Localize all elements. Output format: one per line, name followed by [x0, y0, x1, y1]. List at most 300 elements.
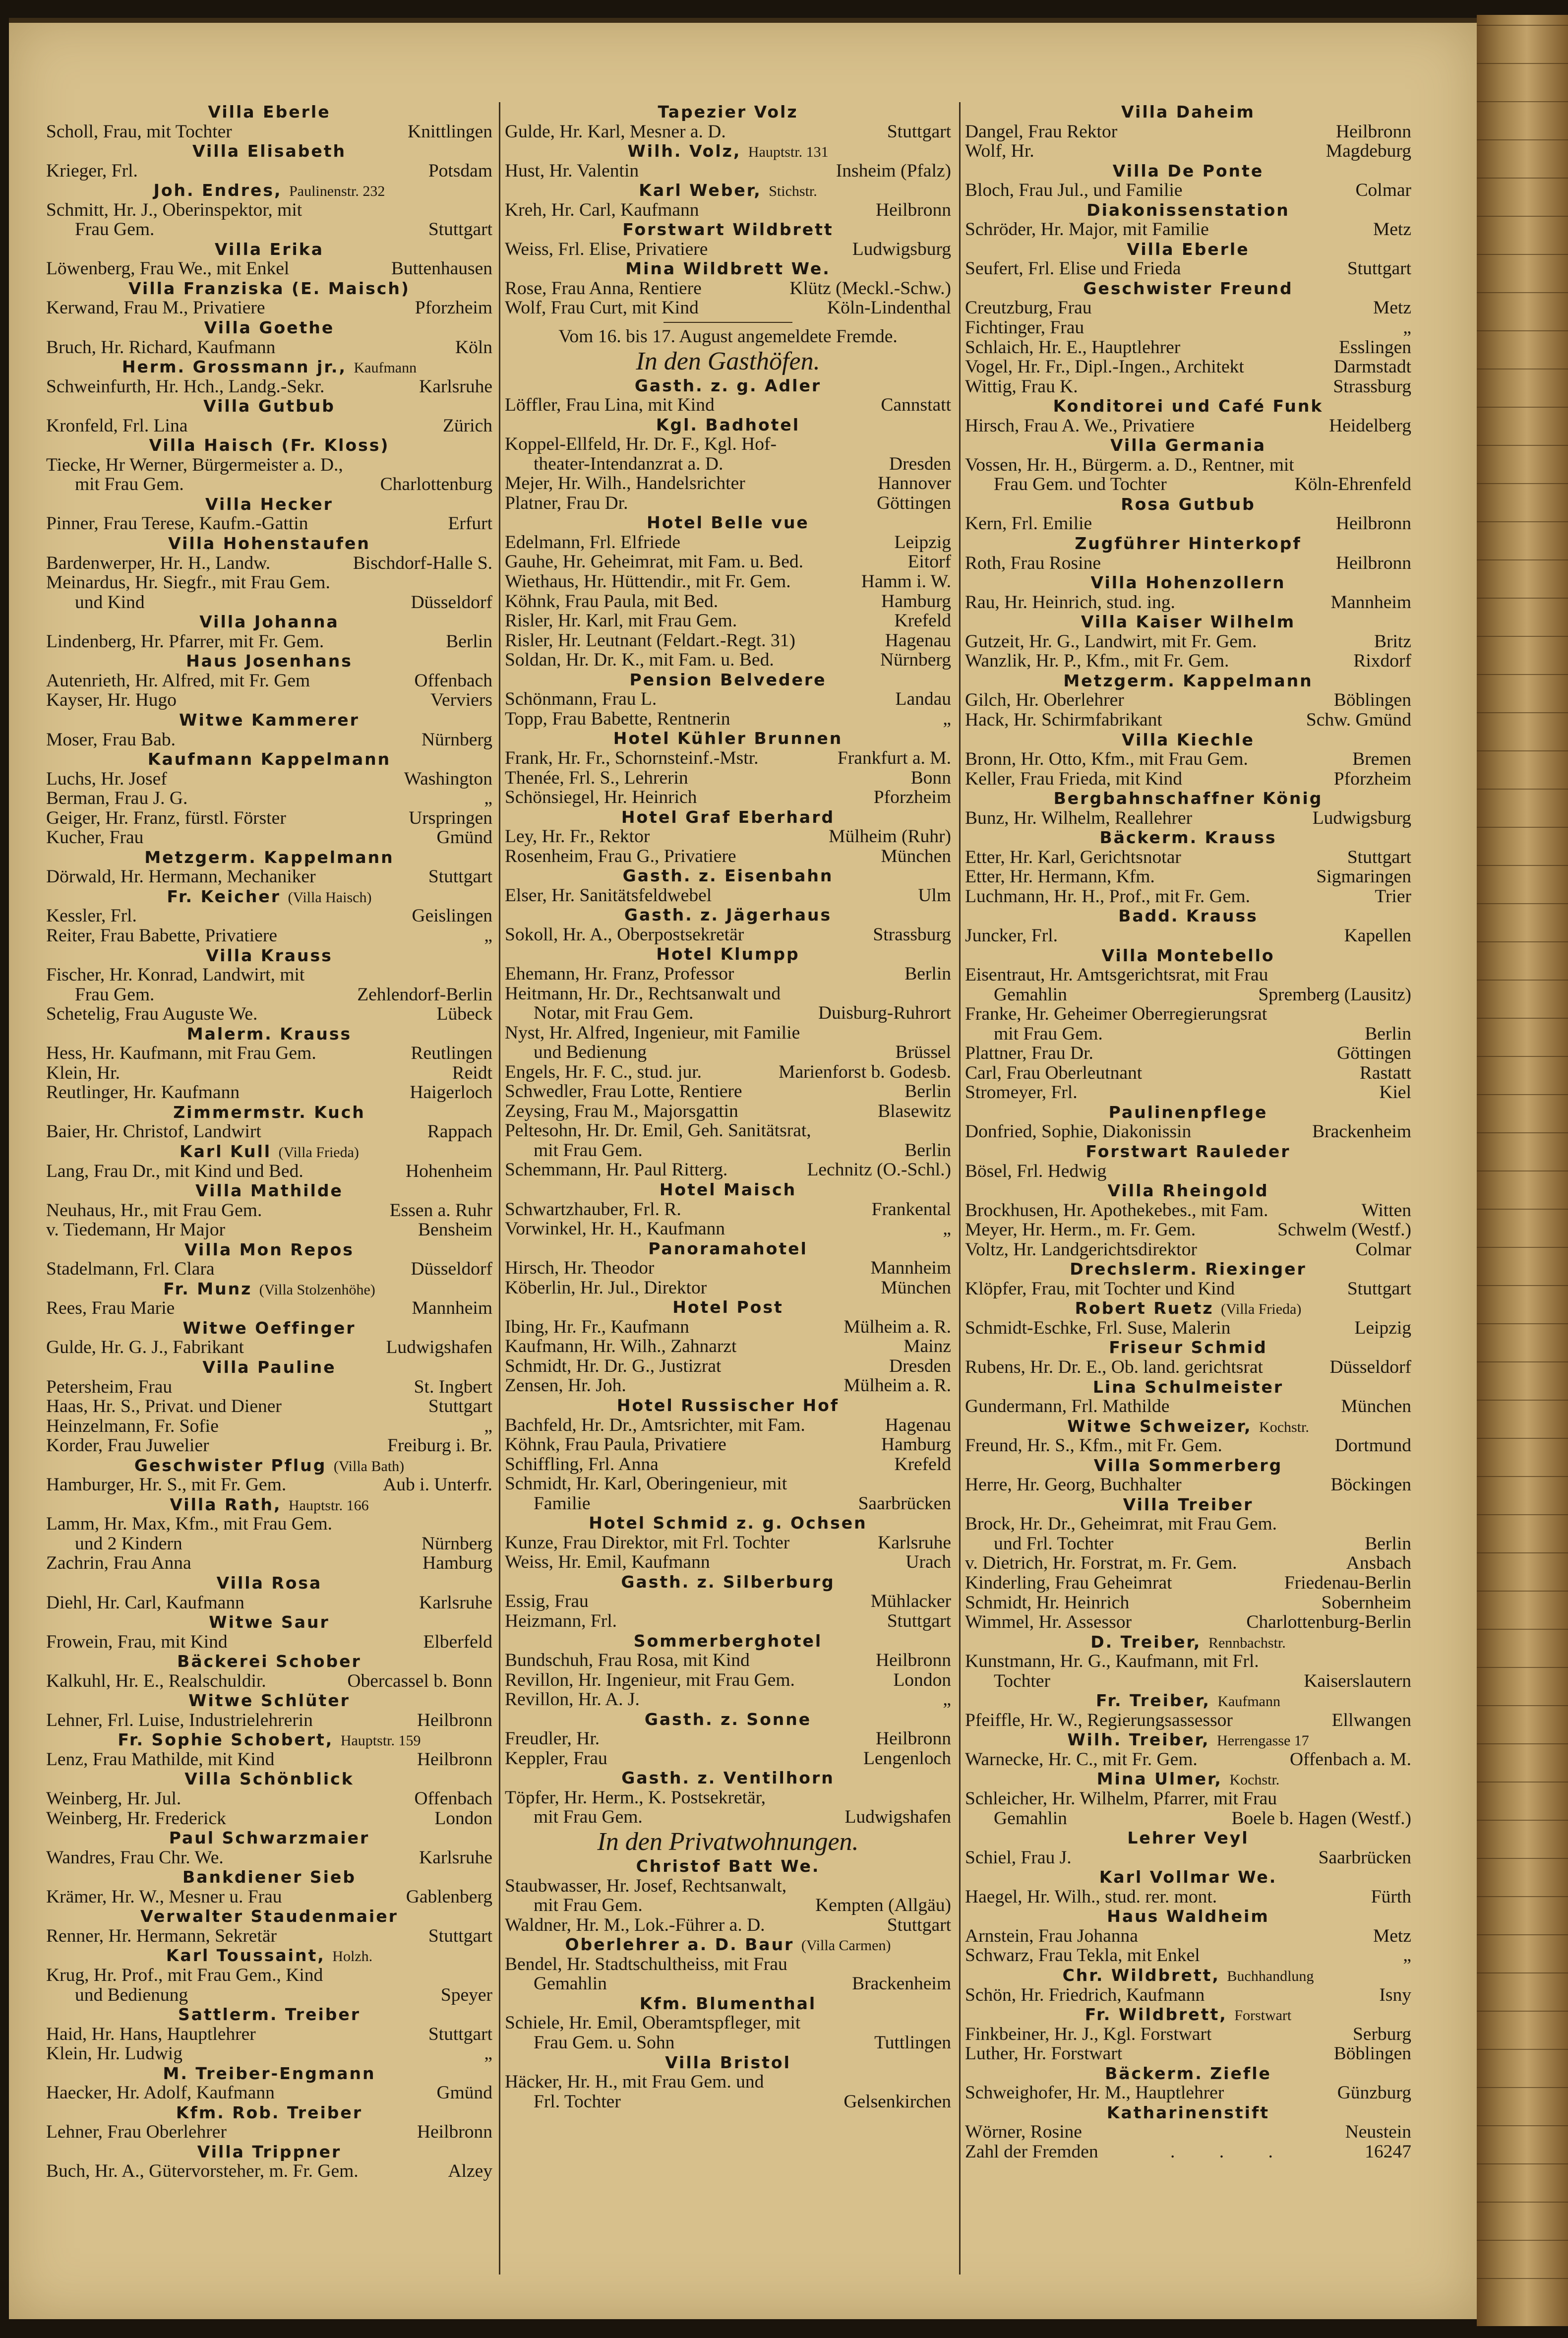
guest-name: Korder, Frau Juwelier [46, 1436, 209, 1456]
guest-hometown: Kapellen [1344, 925, 1411, 946]
guest-hometown: Isny [1379, 1984, 1411, 2005]
lodging-name: Karl Kull [180, 1141, 272, 1161]
guest-entry [505, 827, 951, 847]
lodging-heading [46, 494, 492, 514]
lodging-address: (Villa Bath) [333, 1458, 405, 1475]
lodging-name: Gasth. z. g. Adler [634, 375, 822, 395]
lodging-name: Oberlehrer a. D. Baur [565, 1935, 794, 1955]
guest-name: Soldan, Hr. Dr. K., mit Fam. u. Bed. [505, 650, 774, 670]
lodging-heading [965, 1907, 1411, 1926]
guest-name: und Bedienung [534, 1043, 647, 1062]
guest-entry [965, 1044, 1411, 1063]
guest-name: Bardenwerper, Hr. H., Landw. [46, 553, 271, 573]
page-edge-line [1477, 1743, 1568, 1744]
guest-name: Lehner, Frl. Luise, Industrielehrerin [46, 1710, 313, 1730]
guest-entry [46, 455, 492, 475]
guest-hometown: Heilbronn [417, 1710, 492, 1730]
lodging-name: Gasth. z. Jägerhaus [624, 905, 832, 925]
lodging-name: Fr. Keicher [167, 886, 281, 906]
lodging-name: Forstwart Rauleder [1086, 1141, 1291, 1161]
guest-name: Vogel, Hr. Fr., Dipl.-Ingen., Architekt [965, 357, 1244, 377]
guest-name: Risler, Hr. Leutnant (Feldart.-Regt. 31) [505, 630, 795, 651]
guest-name: Krieger, Frl. [46, 161, 138, 181]
lodging-name: Villa Sommerberg [1093, 1455, 1283, 1475]
guest-name: Staubwasser, Hr. Josef, Rechtsanwalt, [505, 1876, 787, 1896]
guest-hometown: Dortmund [1334, 1435, 1411, 1456]
lodging-heading [505, 866, 951, 886]
guest-entry [965, 298, 1411, 318]
guest-hometown: „ [943, 1689, 951, 1710]
lodging-heading [46, 1691, 492, 1711]
guest-name: Schmidt, Hr. Karl, Oberingenieur, mit [505, 1474, 787, 1494]
guest-entry [46, 593, 492, 613]
lodging-heading [965, 1298, 1411, 1318]
lodging-name: Villa Franziska (E. Maisch) [128, 278, 410, 298]
guest-entry [46, 867, 492, 887]
guest-hometown [1405, 1004, 1411, 1024]
section-title: In den Gasthöfen. [636, 347, 820, 375]
page-edge-line [1477, 216, 1568, 217]
guest-name: Bloch, Frau Jul., und Familie [965, 181, 1183, 200]
lodging-name: Mina Wildbrett We. [625, 259, 831, 279]
guest-name: Revillon, Hr. A. J. [505, 1690, 640, 1710]
guest-name: Luchmann, Hr. H., Prof., mit Fr. Gem. [965, 886, 1250, 907]
lodging-heading [505, 2053, 951, 2073]
guest-name: Heinzelmann, Fr. Sofie [46, 1416, 219, 1436]
guest-hometown: Hannover [878, 473, 951, 494]
guest-entry [46, 789, 492, 808]
guest-hometown: Karlsruhe [419, 376, 492, 397]
page-edge-line [1477, 712, 1568, 713]
guest-hometown: Berlin [905, 963, 951, 984]
guest-entry [965, 318, 1411, 338]
lodging-heading [46, 1318, 492, 1338]
guest-name: Weinberg, Hr. Frederick [46, 1808, 226, 1829]
guest-hometown: Strassburg [873, 924, 951, 945]
page-edge-line [1477, 1132, 1568, 1133]
guest-hometown: Karlsruhe [419, 1592, 492, 1613]
lodging-heading [965, 240, 1411, 259]
guest-entry [46, 985, 492, 1005]
guest-hometown: Zürich [443, 415, 492, 436]
guest-hometown: Berlin [905, 1140, 951, 1161]
lodging-name: Hotel Russischer Hof [616, 1396, 840, 1415]
guest-entry [46, 1985, 492, 2005]
guest-name: Rubens, Hr. Dr. E., Ob. land. gerichtsrat [965, 1357, 1263, 1377]
guest-entry [46, 632, 492, 652]
guest-hometown: Brüssel [895, 1042, 951, 1063]
guest-name: Frau Gem. [75, 220, 155, 240]
lodging-name: Kfm. Blumenthal [639, 1993, 817, 2013]
guest-hometown: Mannheim [1330, 592, 1411, 613]
guest-name: Hess, Hr. Kaufmann, mit Frau Gem. [46, 1044, 316, 1063]
lodging-heading [46, 1573, 492, 1593]
guest-hometown: Offenbach a. M. [1289, 1749, 1411, 1770]
guest-hometown: Nürnberg [880, 650, 951, 671]
guest-name: Schwarz, Frau Tekla, mit Enkel [965, 1946, 1200, 1966]
lodging-name: Joh. Endres, [153, 181, 282, 200]
guest-name: Frau Gem. und Tochter [994, 475, 1167, 494]
guest-name: Wiethaus, Hr. Hüttendir., mit Fr. Gem. [505, 572, 791, 592]
guest-entry [965, 887, 1411, 907]
page-edge-line [1477, 980, 1568, 981]
guest-entry [965, 1063, 1411, 1083]
lodging-name: Villa Krauss [206, 945, 333, 965]
guest-entry [965, 1514, 1411, 1534]
guest-entry [46, 259, 492, 279]
guest-name: Dörwald, Hr. Hermann, Mechaniker [46, 867, 316, 887]
guest-entry [965, 141, 1411, 161]
page-edge-line [1477, 1896, 1568, 1897]
guest-entry [46, 1750, 492, 1770]
guest-hometown: Witten [1361, 1200, 1411, 1221]
guest-hometown: Zehlendorf-Berlin [357, 984, 492, 1005]
guest-name: Plattner, Frau Dr. [965, 1044, 1093, 1063]
page-edge-line [1477, 1934, 1568, 1935]
guest-hometown: Gelsenkirchen [844, 2091, 951, 2112]
guest-hometown: Hagenau [885, 630, 951, 651]
guest-entry [46, 730, 492, 750]
guest-name: Freund, Hr. S., Kfm., mit Fr. Gem. [965, 1436, 1222, 1456]
guest-entry [46, 671, 492, 691]
guest-hometown: Karlsruhe [878, 1532, 951, 1553]
guest-entry [505, 434, 951, 454]
guest-entry [965, 1024, 1411, 1044]
guest-entry [46, 1848, 492, 1868]
guest-name: mit Frau Gem. [75, 475, 184, 494]
lodging-heading [46, 1828, 492, 1848]
lodging-name: Hotel Post [672, 1297, 784, 1317]
lodging-name: Diakonissenstation [1086, 200, 1290, 220]
guest-name: Dangel, Frau Rektor [965, 122, 1118, 142]
guest-entry [505, 611, 951, 631]
guest-hometown: Stuttgart [887, 121, 951, 142]
guest-entry [965, 632, 1411, 652]
guest-entry [46, 1338, 492, 1357]
guest-hometown: Friedenau-Berlin [1284, 1573, 1411, 1594]
lodging-heading [46, 2064, 492, 2084]
guest-entry [505, 1415, 951, 1435]
lodging-name: Gasth. z. Silberburg [621, 1572, 835, 1592]
guest-name: Autenrieth, Hr. Alfred, mit Fr. Gem [46, 671, 310, 691]
lodging-name: Villa Pauline [202, 1357, 336, 1377]
guest-hometown: Marienforst b. Godesb. [779, 1061, 951, 1082]
lodging-name: Geschwister Pflug [134, 1455, 327, 1475]
guest-entry [46, 1377, 492, 1397]
lodging-heading [965, 102, 1411, 122]
guest-entry [505, 1749, 951, 1769]
guest-entry [505, 395, 951, 415]
guest-hometown: „ [1403, 317, 1411, 338]
section-title: In den Privatwohnungen. [597, 1828, 859, 1856]
guest-name: Heizmann, Frl. [505, 1611, 617, 1631]
guest-name: Arnstein, Frau Johanna [965, 1926, 1138, 1946]
guest-hometown: Düsseldorf [1329, 1357, 1411, 1377]
lodging-heading [46, 1103, 492, 1122]
guest-entry [46, 1259, 492, 1279]
lodging-name: Bankdiener Sieb [182, 1867, 356, 1887]
guest-name: Krämer, Hr. W., Mesner u. Frau [46, 1887, 282, 1907]
guest-entry [965, 1671, 1411, 1691]
guest-hometown: Hamburg [881, 591, 951, 612]
guest-entry [505, 200, 951, 220]
guest-hometown: Heilbronn [875, 199, 951, 220]
lodging-name: Sattlerm. Treiber [178, 2005, 361, 2025]
guest-entry [46, 220, 492, 240]
page-edge-line [1477, 865, 1568, 866]
page-edge-line [1477, 445, 1568, 446]
guest-hometown: „ [943, 1219, 951, 1239]
lodging-heading [965, 1632, 1411, 1652]
lodging-name: Bäckerei Schober [177, 1652, 362, 1671]
lodging-heading [46, 1024, 492, 1044]
guest-entry [46, 1475, 492, 1495]
guest-hometown: Alzey [448, 2161, 492, 2182]
lodging-name: Villa Rath, [170, 1494, 282, 1514]
guest-hometown: Fürth [1371, 1886, 1411, 1907]
guest-entry [46, 690, 492, 710]
guest-name: Gundermann, Frl. Mathilde [965, 1397, 1170, 1416]
lodging-name: Villa De Ponte [1112, 161, 1264, 181]
lodging-heading [46, 1357, 492, 1377]
guest-name: Seufert, Frl. Elise und Frieda [965, 259, 1181, 279]
guest-entry [505, 847, 951, 866]
guest-entry [965, 181, 1411, 200]
guest-hometown: Saarbrücken [858, 1493, 951, 1514]
lodging-heading [965, 1377, 1411, 1397]
guest-name: Brockhusen, Hr. Apothekebes., mit Fam. [965, 1200, 1268, 1221]
guest-entry [965, 808, 1411, 828]
guest-entry [965, 710, 1411, 730]
lodging-heading [965, 2005, 1411, 2025]
guest-name: Köhnk, Frau Paula, mit Bed. [505, 591, 719, 612]
lodging-name: Pension Belvedere [629, 670, 827, 689]
guest-hometown: Göttingen [877, 492, 951, 513]
guest-entry [46, 769, 492, 789]
guest-hometown [486, 1514, 492, 1534]
guest-entry [505, 1552, 951, 1572]
guest-entry [965, 848, 1411, 867]
guest-hometown: Landau [895, 689, 951, 710]
page-edge-line [1477, 1209, 1568, 1210]
lodging-heading [46, 2005, 492, 2025]
guest-hometown: Stuttgart [887, 1914, 951, 1935]
guest-name: Klöpfer, Frau, mit Tochter und Kind [965, 1279, 1235, 1299]
column-1 [46, 102, 492, 2181]
guest-entry [46, 298, 492, 318]
lodging-heading [46, 1495, 492, 1515]
newspaper-page [9, 18, 1477, 2319]
guest-hometown: Lechnitz (O.-Schl.) [807, 1160, 951, 1180]
guest-name: Frau Gem. u. Sohn [534, 2032, 675, 2053]
page-edge-line [1477, 2125, 1568, 2126]
guest-entry [505, 1082, 951, 1102]
lodging-heading [46, 1730, 492, 1750]
guest-hometown: Bensheim [418, 1220, 492, 1240]
guest-entry [505, 122, 951, 142]
guest-entry [46, 1162, 492, 1181]
guest-entry [965, 1475, 1411, 1495]
lodging-heading [965, 1142, 1411, 1162]
lodging-name: Fr. Munz [163, 1279, 252, 1298]
guest-name: Creutzburg, Frau [965, 298, 1092, 318]
lodging-heading [46, 534, 492, 554]
guest-entry [505, 2072, 951, 2092]
guest-hometown: Stuttgart [428, 866, 492, 887]
lodging-address: Holzh. [332, 1948, 373, 1965]
lodging-name: Villa Kiechle [1122, 730, 1255, 749]
lodging-heading [965, 1103, 1411, 1122]
guest-hometown [945, 1121, 951, 1141]
lodging-heading [505, 1396, 951, 1415]
guest-hometown: Britz [1374, 631, 1411, 652]
guest-entry [46, 377, 492, 397]
page-edge-line [1477, 330, 1568, 331]
guest-hometown: Hamm i. W. [861, 571, 951, 592]
guest-name: Töpfer, Hr. Herm., K. Postsekretär, [505, 1787, 766, 1808]
lodging-name: Villa Mon Repos [184, 1239, 354, 1259]
guest-name: Lindenberg, Hr. Pfarrer, mit Fr. Gem. [46, 631, 324, 652]
guest-hometown [1405, 1652, 1411, 1671]
guest-entry [505, 572, 951, 592]
guest-hometown: Heilbronn [417, 2122, 492, 2143]
guest-hometown: Kiel [1379, 1082, 1411, 1103]
guest-hometown: Tuttlingen [874, 2032, 951, 2053]
lodging-name: Verwalter Staudenmaier [140, 1907, 398, 1926]
guest-entry [505, 1807, 951, 1827]
guest-entry [46, 2161, 492, 2181]
guest-hometown [486, 965, 492, 985]
guest-name: Notar, mit Frau Gem. [534, 1003, 694, 1023]
guest-hometown: Cannstatt [881, 395, 951, 416]
guest-entry [965, 338, 1411, 358]
guest-hometown [945, 2013, 951, 2033]
guest-hometown: München [881, 846, 951, 866]
guest-name: Schemmann, Hr. Paul Ritterg. [505, 1160, 728, 1180]
guest-hometown: München [881, 1277, 951, 1298]
lodging-name: Hotel Graf Eberhard [621, 807, 835, 827]
guest-entry [505, 1896, 951, 1915]
lodging-name: Hotel Schmid z. g. Ochsen [589, 1513, 867, 1533]
guest-entry [505, 1915, 951, 1935]
lodging-heading [505, 1239, 951, 1259]
guest-hometown: Heilbronn [1335, 121, 1411, 142]
lodging-heading [965, 789, 1411, 808]
lodging-name: Villa Eberle [208, 102, 331, 122]
lodging-heading [46, 1946, 492, 1966]
guest-entry [505, 1023, 951, 1043]
guest-hometown [486, 1966, 492, 1985]
guest-name: v. Tiedemann, Hr Major [46, 1220, 226, 1240]
guest-name: Bösel, Frl. Hedwig [965, 1161, 1107, 1181]
guest-name: Haid, Hr. Hans, Hauptlehrer [46, 2024, 256, 2044]
guest-name: Roth, Frau Rosine [965, 553, 1101, 573]
guest-entry [46, 200, 492, 220]
guest-hometown: Kempten (Allgäu) [815, 1895, 951, 1916]
guest-name: Schiele, Hr. Emil, Oberamtspfleger, mit [505, 2013, 801, 2033]
page-edge-line [1477, 2049, 1568, 2050]
guest-entry [965, 965, 1411, 985]
guest-hometown: Böckingen [1330, 1475, 1411, 1495]
guest-name: Rosenheim, Frau G., Privatiere [505, 846, 736, 866]
lodging-heading [965, 1416, 1411, 1436]
guest-hometown [486, 200, 492, 220]
guest-hometown: Saarbrücken [1318, 1847, 1411, 1868]
lodging-name: Gasth. z. Ventilhorn [621, 1768, 835, 1788]
guest-entry [965, 1201, 1411, 1221]
guest-hometown: Offenbach [414, 670, 492, 691]
guest-entry [46, 1122, 492, 1142]
lodging-name: Wilh. Treiber, [1067, 1730, 1210, 1750]
guest-hometown: „ [484, 788, 492, 809]
guest-hometown: Mannheim [412, 1298, 492, 1319]
guest-entry [46, 1083, 492, 1103]
lodging-heading [505, 944, 951, 964]
guest-name: Lang, Frau Dr., mit Kind und Bed. [46, 1161, 303, 1181]
page-edge-line [1477, 25, 1568, 26]
guest-name: Kreh, Hr. Carl, Kaufmann [505, 200, 699, 220]
guest-name: Pfeiffle, Hr. W., Regierungsassessor [965, 1710, 1233, 1730]
guest-entry [46, 2083, 492, 2103]
guest-name: Waldner, Hr. M., Lok.-Führer a. D. [505, 1915, 765, 1935]
lodging-heading [505, 220, 951, 240]
guest-name: Ibing, Hr. Fr., Kaufmann [505, 1317, 689, 1337]
guest-hometown: Frankental [871, 1199, 951, 1220]
guest-entry [505, 298, 951, 318]
guest-entry [46, 338, 492, 358]
guest-hometown: Stuttgart [1347, 1278, 1411, 1299]
guest-entry [965, 1593, 1411, 1613]
lodging-heading [965, 396, 1411, 416]
guest-hometown: Hohenheim [406, 1161, 492, 1181]
guest-hometown: Schwelm (Westf.) [1277, 1220, 1411, 1240]
guest-entry [965, 651, 1411, 671]
guest-entry [46, 828, 492, 848]
guest-entry [46, 906, 492, 926]
guest-hometown [945, 1955, 951, 1974]
guest-name: Weiss, Hr. Emil, Kaufmann [505, 1552, 710, 1572]
guest-hometown: Offenbach [414, 1788, 492, 1809]
page-edge-line [1477, 2202, 1568, 2203]
lodging-heading [965, 200, 1411, 220]
guest-hometown: Verviers [430, 690, 492, 711]
guest-entry [505, 886, 951, 906]
lodging-name: Malerm. Krauss [186, 1024, 352, 1044]
guest-entry [46, 1397, 492, 1416]
guest-entry [965, 2025, 1411, 2044]
guest-name: Wandres, Frau Chr. We. [46, 1847, 224, 1868]
guest-hometown: Rappach [427, 1121, 492, 1142]
guest-name: Berman, Frau J. G. [46, 789, 188, 808]
lodging-name: Villa Hecker [205, 494, 333, 514]
guest-hometown: Berlin [1365, 1023, 1411, 1044]
lodging-name: Villa Kaiser Wilhelm [1081, 612, 1296, 632]
guest-entry [505, 1690, 951, 1710]
guest-name: Bachfeld, Hr. Dr., Amtsrichter, mit Fam. [505, 1415, 805, 1435]
lodging-heading [505, 376, 951, 396]
page-edge-line [1477, 1476, 1568, 1477]
guest-name: Schwedler, Frau Lotte, Rentiere [505, 1082, 742, 1102]
guest-name: Thenée, Frl. S., Lehrerin [505, 768, 688, 788]
guest-name: Scholl, Frau, mit Tochter [46, 122, 232, 142]
guest-entry [505, 1494, 951, 1514]
page-edge-line [1477, 483, 1568, 484]
guest-entry [505, 1003, 951, 1023]
guest-entry [505, 1611, 951, 1631]
guest-entry [965, 867, 1411, 887]
lodging-address: Rennbachstr. [1208, 1634, 1286, 1651]
guest-entry [965, 1809, 1411, 1829]
